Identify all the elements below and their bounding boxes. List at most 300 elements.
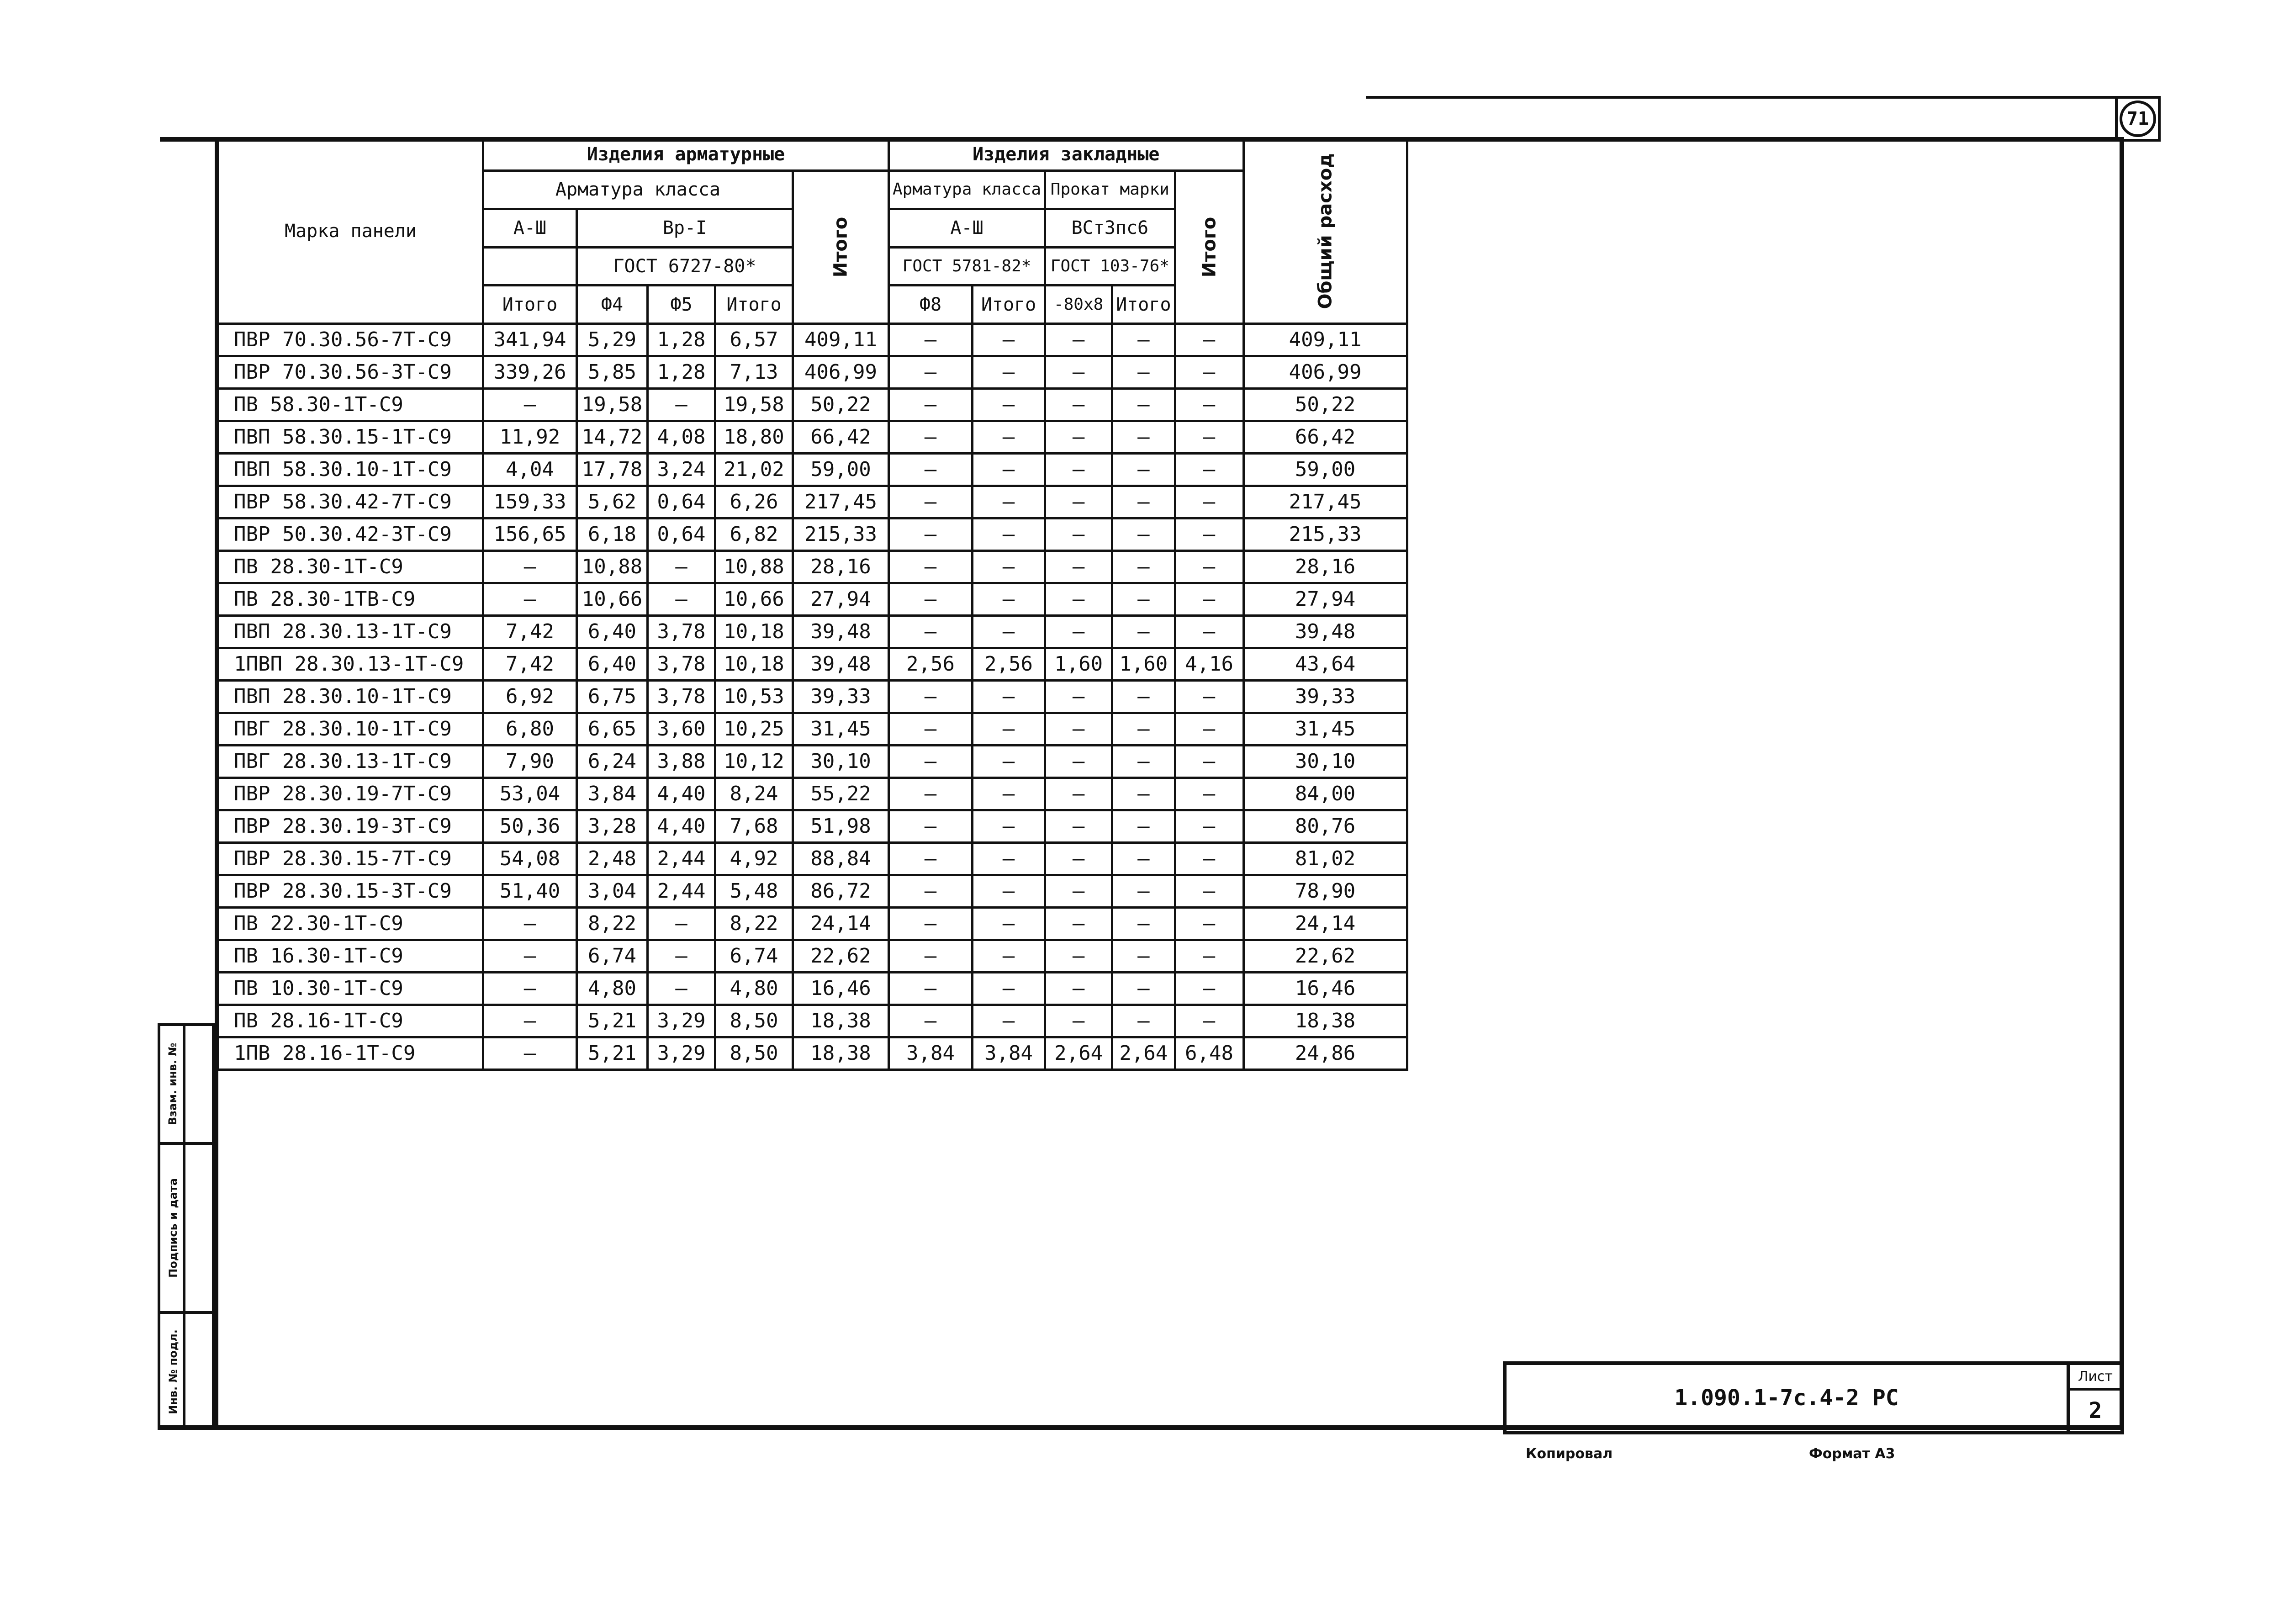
value-cell: 8,50 [715, 1005, 793, 1037]
header-embedded-products: Изделия закладные [889, 138, 1244, 171]
value-cell: – [889, 940, 973, 973]
table-row [218, 843, 1407, 875]
value-cell: – [1175, 713, 1243, 746]
value-cell: 39,48 [793, 616, 889, 648]
value-cell: 3,28 [577, 810, 648, 843]
consumption-table [217, 137, 1408, 1071]
value-cell: – [1045, 810, 1112, 843]
value-cell: – [1045, 551, 1112, 583]
value-cell: – [889, 908, 973, 940]
value-cell: 6,92 [483, 681, 577, 713]
header-overall [1243, 138, 1407, 324]
value-cell: – [972, 875, 1045, 908]
value-cell: 18,38 [793, 1037, 889, 1070]
value-cell: 3,78 [648, 681, 715, 713]
value-cell: 7,42 [483, 648, 577, 681]
header-text: Итого [830, 217, 851, 278]
value-cell: 19,58 [577, 389, 648, 421]
value-cell: 5,48 [715, 875, 793, 908]
value-cell: 1,60 [1045, 648, 1112, 681]
value-cell: 30,10 [1243, 746, 1407, 778]
side-stamp-label: Подпись и дата [166, 1178, 180, 1278]
value-cell: – [972, 908, 1045, 940]
value-cell: – [889, 551, 973, 583]
value-cell: 6,24 [577, 746, 648, 778]
value-cell: – [1045, 778, 1112, 810]
value-cell: 80,76 [1243, 810, 1407, 843]
value-cell: 10,18 [715, 616, 793, 648]
value-cell: 6,75 [577, 681, 648, 713]
value-cell: – [1112, 324, 1175, 356]
value-cell: – [1175, 746, 1243, 778]
value-cell: – [1175, 1005, 1243, 1037]
value-cell: 4,92 [715, 843, 793, 875]
value-cell: – [972, 746, 1045, 778]
value-cell: – [1175, 940, 1243, 973]
value-cell: 1,28 [648, 356, 715, 389]
value-cell: – [1045, 616, 1112, 648]
side-stamp [158, 1023, 215, 1430]
value-cell: 6,18 [577, 518, 648, 551]
value-cell: – [972, 810, 1045, 843]
value-cell: – [648, 973, 715, 1005]
panel-mark-cell: ПВГ 28.30.13-1Т-С9 [218, 746, 483, 778]
value-cell: 6,40 [577, 616, 648, 648]
value-cell: – [972, 713, 1045, 746]
table-row [218, 973, 1407, 1005]
value-cell: 14,72 [577, 421, 648, 454]
value-cell: 5,85 [577, 356, 648, 389]
value-cell: 50,36 [483, 810, 577, 843]
value-cell: – [1175, 810, 1243, 843]
value-cell: – [1045, 940, 1112, 973]
panel-mark-cell: ПВ 28.16-1Т-С9 [218, 1005, 483, 1037]
value-cell: – [972, 616, 1045, 648]
value-cell: – [889, 616, 973, 648]
value-cell: 39,33 [793, 681, 889, 713]
panel-mark-cell: ПВР 28.30.19-3Т-С9 [218, 810, 483, 843]
value-cell: 3,04 [577, 875, 648, 908]
value-cell: – [889, 843, 973, 875]
value-cell: 2,56 [972, 648, 1045, 681]
value-cell: 51,98 [793, 810, 889, 843]
value-cell: 409,11 [793, 324, 889, 356]
value-cell: – [1175, 421, 1243, 454]
value-cell: 10,88 [577, 551, 648, 583]
value-cell: – [483, 1005, 577, 1037]
value-cell: – [483, 940, 577, 973]
value-cell: 21,02 [715, 454, 793, 486]
value-cell: – [1112, 843, 1175, 875]
value-cell: – [1045, 746, 1112, 778]
table-row [218, 875, 1407, 908]
header-vp1: Вр-I [577, 209, 793, 247]
value-cell: – [483, 973, 577, 1005]
table-row [218, 778, 1407, 810]
value-cell: 6,74 [715, 940, 793, 973]
value-cell: – [1112, 389, 1175, 421]
table-row [218, 940, 1407, 973]
value-cell: 28,16 [1243, 551, 1407, 583]
value-cell: – [648, 583, 715, 616]
value-cell: – [1112, 486, 1175, 518]
panel-mark-cell: ПВ 28.30-1ТВ-С9 [218, 583, 483, 616]
value-cell: – [1175, 356, 1243, 389]
value-cell: – [483, 551, 577, 583]
value-cell: – [972, 1005, 1045, 1037]
panel-mark-cell: ПВП 58.30.10-1Т-С9 [218, 454, 483, 486]
value-cell: 10,18 [715, 648, 793, 681]
value-cell: – [1112, 551, 1175, 583]
value-cell: – [1112, 616, 1175, 648]
table-row [218, 324, 1407, 356]
value-cell: 66,42 [1243, 421, 1407, 454]
value-cell: – [889, 421, 973, 454]
value-cell: 39,48 [793, 648, 889, 681]
value-cell: – [889, 486, 973, 518]
value-cell: – [1112, 973, 1175, 1005]
value-cell: 3,88 [648, 746, 715, 778]
value-cell: – [972, 973, 1045, 1005]
value-cell: – [1112, 778, 1175, 810]
header-text: Марка панели [285, 220, 417, 242]
value-cell: – [972, 518, 1045, 551]
title-block [1503, 1361, 2124, 1434]
value-cell: – [972, 421, 1045, 454]
value-cell: – [1175, 778, 1243, 810]
value-cell: 3,29 [648, 1037, 715, 1070]
panel-mark-cell: ПВП 58.30.15-1Т-С9 [218, 421, 483, 454]
header-d5: Ф5 [648, 286, 715, 324]
value-cell: – [1112, 454, 1175, 486]
value-cell: 22,62 [793, 940, 889, 973]
value-cell: – [1045, 875, 1112, 908]
value-cell: – [889, 875, 973, 908]
value-cell: 2,56 [889, 648, 973, 681]
panel-mark-cell: ПВР 70.30.56-7Т-С9 [218, 324, 483, 356]
value-cell: – [1175, 908, 1243, 940]
value-cell: 18,38 [1243, 1005, 1407, 1037]
panel-mark-cell: ПВ 16.30-1Т-С9 [218, 940, 483, 973]
value-cell: – [1175, 583, 1243, 616]
value-cell: – [1112, 810, 1175, 843]
value-cell: 159,33 [483, 486, 577, 518]
value-cell: – [1045, 486, 1112, 518]
value-cell: 6,57 [715, 324, 793, 356]
value-cell: – [1045, 421, 1112, 454]
header-rolled-grade: Прокат марки [1045, 171, 1175, 209]
value-cell: 8,50 [715, 1037, 793, 1070]
value-cell: 11,92 [483, 421, 577, 454]
header-vst: ВСт3пс6 [1045, 209, 1175, 247]
table-row [218, 681, 1407, 713]
value-cell: – [889, 746, 973, 778]
value-cell: – [1175, 875, 1243, 908]
panel-mark-cell: ПВГ 28.30.10-1Т-С9 [218, 713, 483, 746]
header-gost-5781: ГОСТ 5781-82* [889, 247, 1045, 286]
value-cell: 50,22 [1243, 389, 1407, 421]
value-cell: – [1045, 973, 1112, 1005]
value-cell: – [1112, 1005, 1175, 1037]
value-cell: 6,26 [715, 486, 793, 518]
value-cell: 31,45 [793, 713, 889, 746]
value-cell: – [1112, 940, 1175, 973]
value-cell: 2,48 [577, 843, 648, 875]
value-cell: – [1112, 421, 1175, 454]
value-cell: – [889, 356, 973, 389]
value-cell: – [1045, 843, 1112, 875]
value-cell: – [972, 940, 1045, 973]
value-cell: 3,60 [648, 713, 715, 746]
table-row [218, 583, 1407, 616]
value-cell: – [889, 810, 973, 843]
panel-mark-cell: ПВ 10.30-1Т-С9 [218, 973, 483, 1005]
value-cell: 5,62 [577, 486, 648, 518]
header-a3-total: Итого [483, 286, 577, 324]
footer-format: Формат А3 [1809, 1446, 1895, 1462]
value-cell: – [483, 908, 577, 940]
panel-mark-cell: ПВР 70.30.56-3Т-С9 [218, 356, 483, 389]
value-cell: – [889, 324, 973, 356]
value-cell: – [1045, 713, 1112, 746]
header-gost-103: ГОСТ 103-76* [1045, 247, 1175, 286]
value-cell: 10,12 [715, 746, 793, 778]
value-cell: 55,22 [793, 778, 889, 810]
value-cell: – [1045, 324, 1112, 356]
value-cell: 81,02 [1243, 843, 1407, 875]
sheet-cell [2067, 1365, 2120, 1431]
value-cell: 10,88 [715, 551, 793, 583]
value-cell: 7,13 [715, 356, 793, 389]
value-cell: 24,14 [793, 908, 889, 940]
value-cell: – [889, 1005, 973, 1037]
panel-mark-cell: ПВР 58.30.42-7Т-С9 [218, 486, 483, 518]
table-row [218, 551, 1407, 583]
value-cell: 3,24 [648, 454, 715, 486]
value-cell: 5,21 [577, 1037, 648, 1070]
value-cell: 39,33 [1243, 681, 1407, 713]
value-cell: 10,66 [577, 583, 648, 616]
value-cell: 6,82 [715, 518, 793, 551]
value-cell: 6,48 [1175, 1037, 1243, 1070]
value-cell: – [1045, 356, 1112, 389]
table-row [218, 713, 1407, 746]
value-cell: – [483, 389, 577, 421]
value-cell: – [1175, 973, 1243, 1005]
value-cell: – [1045, 454, 1112, 486]
value-cell: 4,80 [715, 973, 793, 1005]
value-cell: 18,80 [715, 421, 793, 454]
value-cell: – [1175, 843, 1243, 875]
value-cell: 409,11 [1243, 324, 1407, 356]
value-cell: 51,40 [483, 875, 577, 908]
value-cell: – [1112, 583, 1175, 616]
value-cell: 31,45 [1243, 713, 1407, 746]
value-cell: – [1045, 908, 1112, 940]
header-emb-a3: А-Ш [889, 209, 1045, 247]
sheet-number: 2 [2088, 1398, 2102, 1423]
value-cell: – [972, 843, 1045, 875]
value-cell: – [972, 583, 1045, 616]
value-cell: – [889, 518, 973, 551]
value-cell: – [1112, 875, 1175, 908]
header-rolled-total: Итого [1112, 286, 1175, 324]
table-row [218, 356, 1407, 389]
value-cell: 4,04 [483, 454, 577, 486]
value-cell: – [1045, 681, 1112, 713]
panel-mark-cell: ПВР 50.30.42-3Т-С9 [218, 518, 483, 551]
value-cell: – [1175, 616, 1243, 648]
value-cell: – [972, 486, 1045, 518]
value-cell: 4,80 [577, 973, 648, 1005]
value-cell: – [889, 454, 973, 486]
header-d4: Ф4 [577, 286, 648, 324]
value-cell: – [1112, 713, 1175, 746]
table-row [218, 810, 1407, 843]
value-cell: – [1112, 681, 1175, 713]
sheet-label: Лист [2070, 1365, 2120, 1391]
page-number-box [2115, 96, 2161, 142]
value-cell: – [1045, 518, 1112, 551]
value-cell: 6,80 [483, 713, 577, 746]
header-empty [483, 247, 577, 286]
value-cell: – [1175, 681, 1243, 713]
value-cell: 19,58 [715, 389, 793, 421]
value-cell: 43,64 [1243, 648, 1407, 681]
panel-mark-cell: 1ПВ 28.16-1Т-С9 [218, 1037, 483, 1070]
value-cell: – [889, 583, 973, 616]
value-cell: – [889, 681, 973, 713]
table-row [218, 486, 1407, 518]
value-cell: 17,78 [577, 454, 648, 486]
value-cell: – [648, 389, 715, 421]
value-cell: 217,45 [793, 486, 889, 518]
value-cell: 6,74 [577, 940, 648, 973]
value-cell: 3,29 [648, 1005, 715, 1037]
value-cell: 215,33 [1243, 518, 1407, 551]
value-cell: – [972, 778, 1045, 810]
value-cell: 1,60 [1112, 648, 1175, 681]
value-cell: – [1045, 583, 1112, 616]
value-cell: – [1112, 746, 1175, 778]
table-row [218, 908, 1407, 940]
value-cell: 2,64 [1045, 1037, 1112, 1070]
value-cell: 341,94 [483, 324, 577, 356]
header-size-80x8: -80х8 [1045, 286, 1112, 324]
value-cell: 406,99 [793, 356, 889, 389]
value-cell: 7,90 [483, 746, 577, 778]
header-gost-6727: ГОСТ 6727-80* [577, 247, 793, 286]
value-cell: 27,94 [793, 583, 889, 616]
value-cell: 66,42 [793, 421, 889, 454]
value-cell: 3,84 [972, 1037, 1045, 1070]
value-cell: 4,40 [648, 778, 715, 810]
value-cell: – [889, 389, 973, 421]
value-cell: 59,00 [1243, 454, 1407, 486]
side-stamp-label: Инв. № подл. [166, 1329, 180, 1414]
panel-mark-cell: ПВ 22.30-1Т-С9 [218, 908, 483, 940]
value-cell: 8,22 [715, 908, 793, 940]
value-cell: 3,78 [648, 616, 715, 648]
panel-mark-cell: ПВ 28.30-1Т-С9 [218, 551, 483, 583]
value-cell: 5,29 [577, 324, 648, 356]
value-cell: 24,86 [1243, 1037, 1407, 1070]
value-cell: 78,90 [1243, 875, 1407, 908]
header-vp-total: Итого [715, 286, 793, 324]
value-cell: – [1175, 518, 1243, 551]
value-cell: – [1112, 908, 1175, 940]
value-cell: – [483, 1037, 577, 1070]
header-text: Итого [1199, 217, 1220, 278]
value-cell: 24,14 [1243, 908, 1407, 940]
value-cell: 54,08 [483, 843, 577, 875]
panel-mark-cell: ПВР 28.30.15-3Т-С9 [218, 875, 483, 908]
value-cell: 7,42 [483, 616, 577, 648]
header-rebar-total [793, 171, 889, 324]
value-cell: – [1175, 454, 1243, 486]
value-cell: – [648, 908, 715, 940]
header-emb-rebar-class: Арматура класса [889, 171, 1045, 209]
value-cell: 39,48 [1243, 616, 1407, 648]
value-cell: – [1175, 324, 1243, 356]
value-cell: 2,64 [1112, 1037, 1175, 1070]
header-d8: Ф8 [889, 286, 973, 324]
value-cell: 156,65 [483, 518, 577, 551]
value-cell: 5,21 [577, 1005, 648, 1037]
value-cell: 50,22 [793, 389, 889, 421]
header-rebar-products: Изделия арматурные [483, 138, 889, 171]
value-cell: 4,08 [648, 421, 715, 454]
value-cell: 86,72 [793, 875, 889, 908]
value-cell: – [1112, 518, 1175, 551]
table-row [218, 746, 1407, 778]
table-row [218, 454, 1407, 486]
value-cell: 10,25 [715, 713, 793, 746]
header-emb-total [1175, 171, 1243, 324]
table-row [218, 1037, 1407, 1070]
value-cell: 18,38 [793, 1005, 889, 1037]
header-a3: А-Ш [483, 209, 577, 247]
value-cell: 406,99 [1243, 356, 1407, 389]
value-cell: 3,84 [577, 778, 648, 810]
value-cell: 16,46 [793, 973, 889, 1005]
value-cell: 28,16 [793, 551, 889, 583]
value-cell: – [972, 324, 1045, 356]
value-cell: 3,78 [648, 648, 715, 681]
page-number: 71 [2120, 101, 2156, 137]
panel-mark-cell: 1ПВП 28.30.13-1Т-С9 [218, 648, 483, 681]
value-cell: – [972, 681, 1045, 713]
table-row [218, 518, 1407, 551]
value-cell: 6,65 [577, 713, 648, 746]
value-cell: 217,45 [1243, 486, 1407, 518]
value-cell: 6,40 [577, 648, 648, 681]
value-cell: 27,94 [1243, 583, 1407, 616]
value-cell: – [972, 551, 1045, 583]
value-cell: – [1045, 389, 1112, 421]
value-cell: 30,10 [793, 746, 889, 778]
header-rebar-class: Арматура класса [483, 171, 793, 209]
table-row [218, 616, 1407, 648]
value-cell: 1,28 [648, 324, 715, 356]
value-cell: 59,00 [793, 454, 889, 486]
value-cell: 8,24 [715, 778, 793, 810]
value-cell: 0,64 [648, 486, 715, 518]
side-stamp-row [160, 1314, 212, 1430]
value-cell: 4,16 [1175, 648, 1243, 681]
value-cell: – [648, 551, 715, 583]
document-code: 1.090.1-7с.4-2 РС [1674, 1385, 1899, 1411]
